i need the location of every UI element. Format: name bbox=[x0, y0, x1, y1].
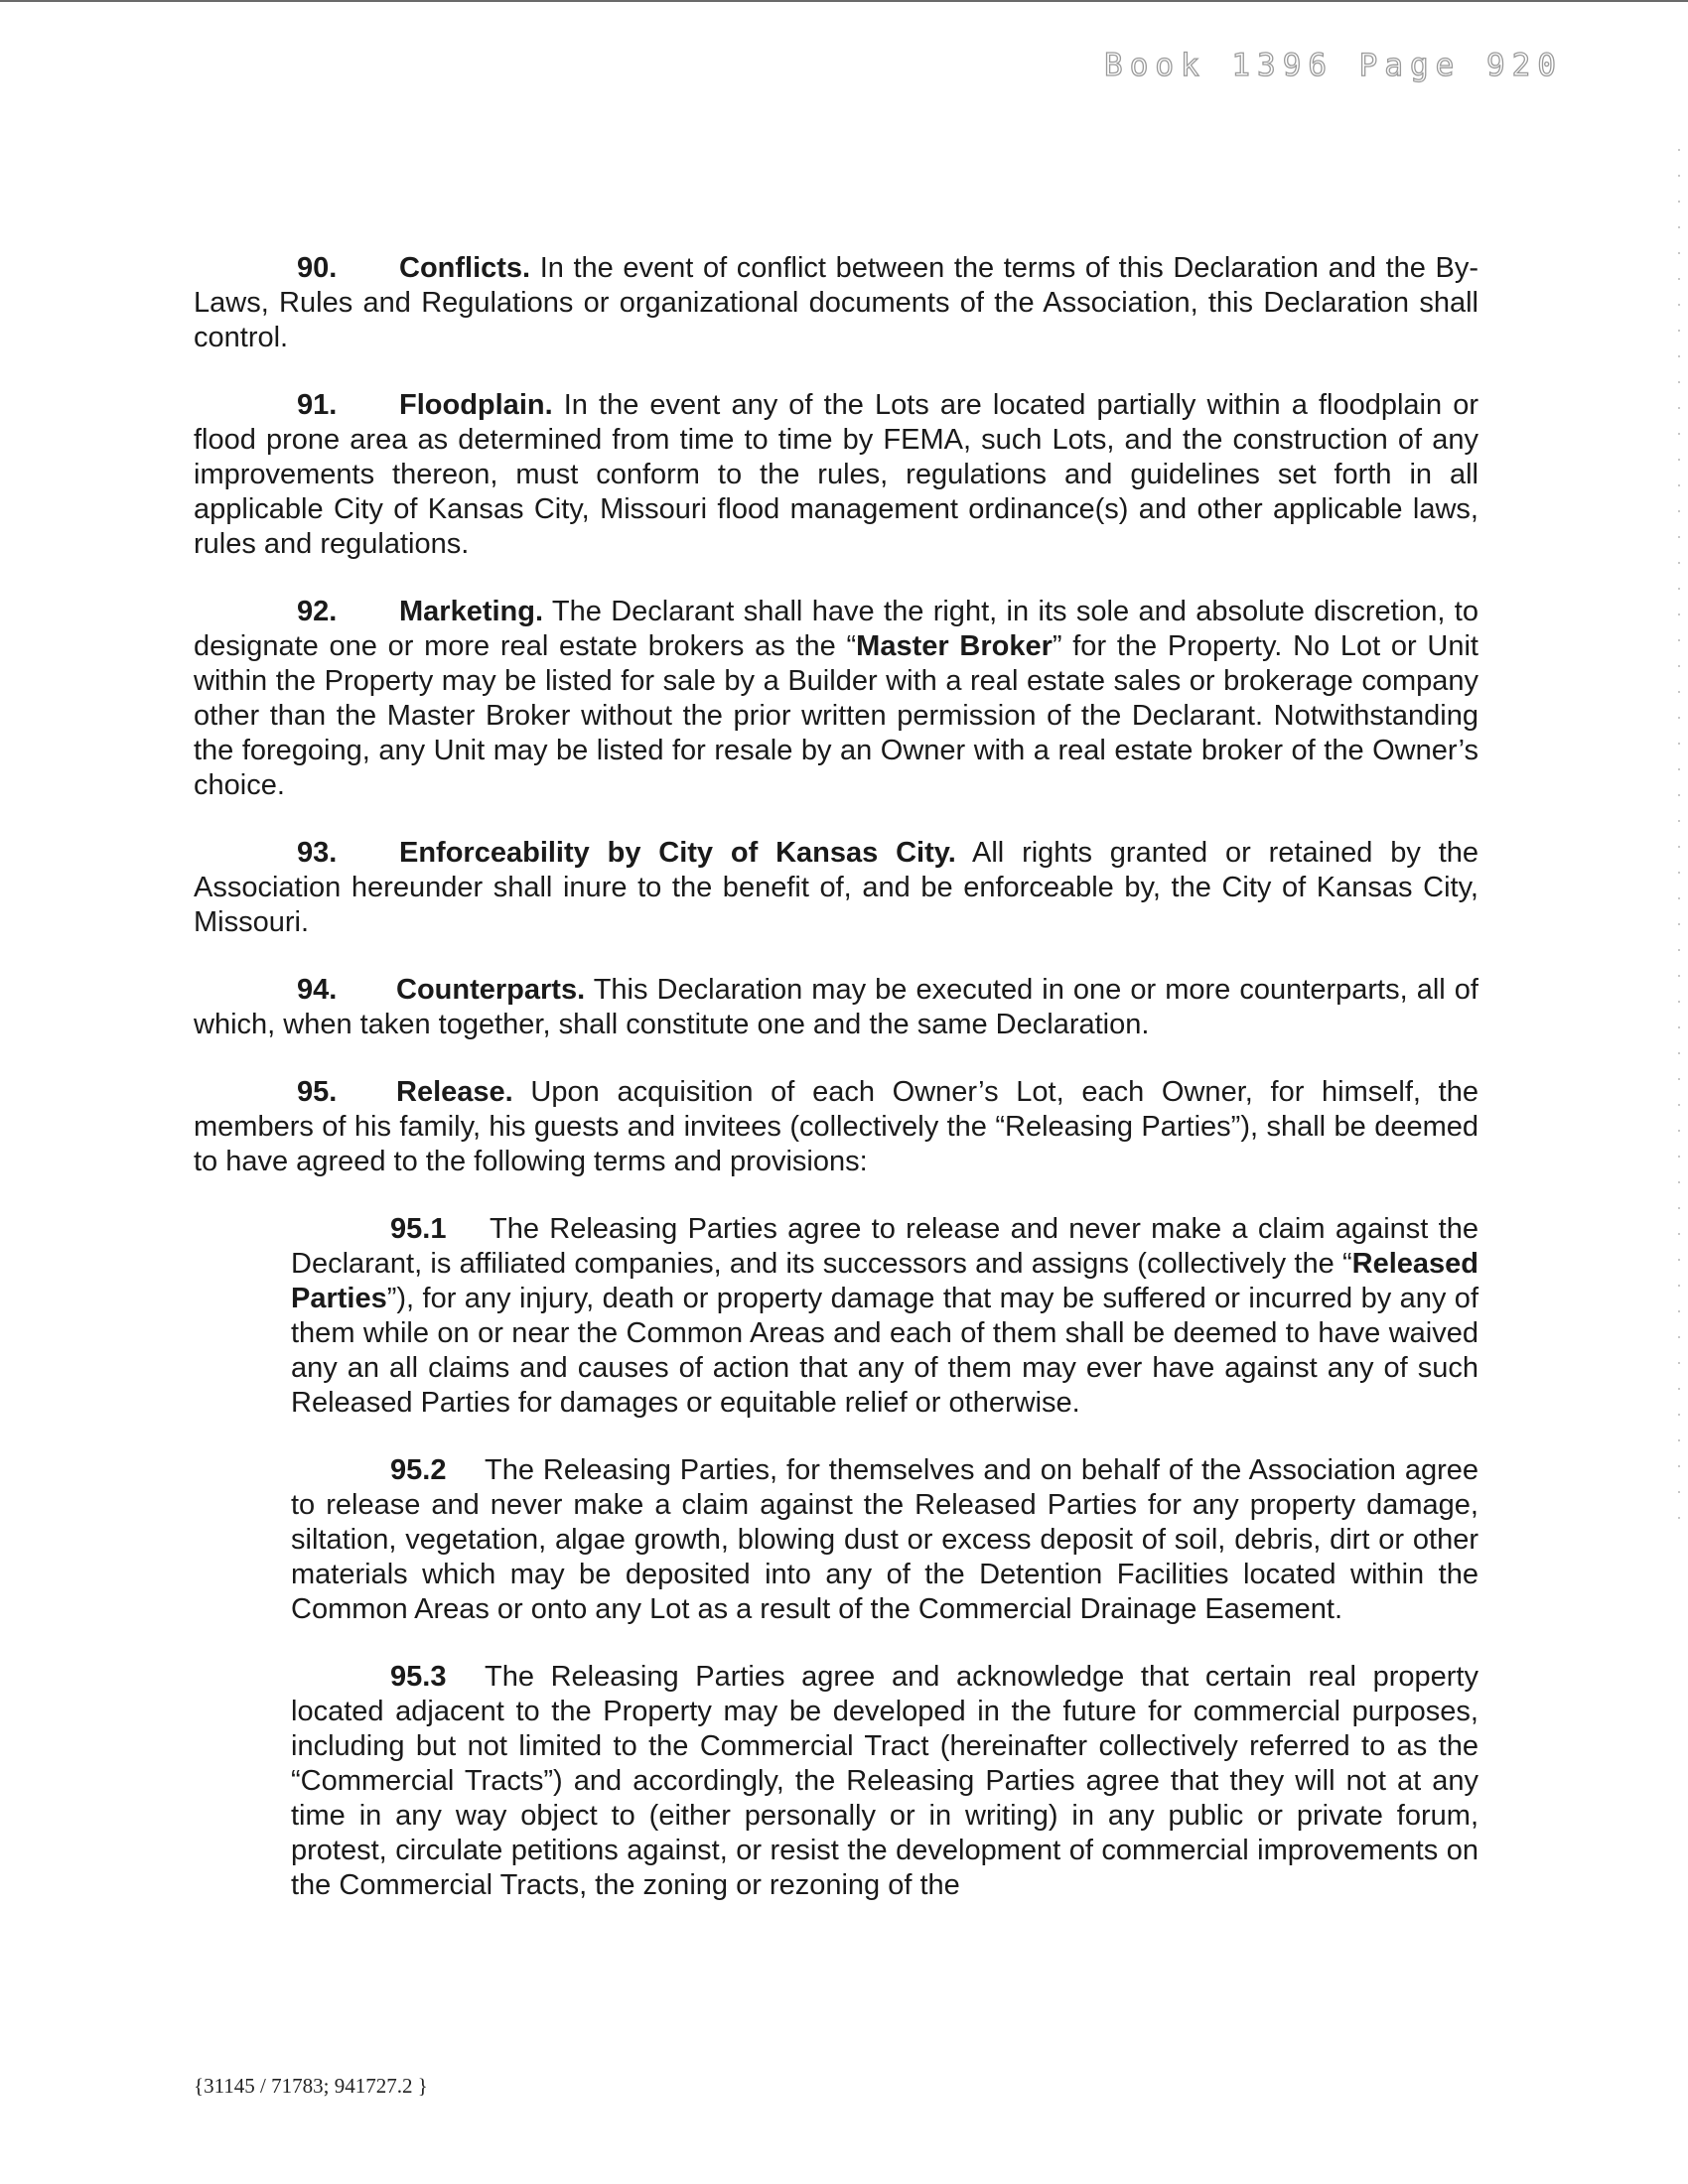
section-title: Enforceability by City of Kansas City. bbox=[399, 837, 956, 869]
section-92 bbox=[194, 595, 1478, 803]
subsection-95-2 bbox=[291, 1453, 1478, 1627]
subsection-text: The Releasing Parties agree and acknowledge that certain real property located adjacent to the Property may be developed in the future for commercial purposes, including but not limited to the Commercial Tract (hereinafter collectively referred to as the “Commercial Tracts”) and accordingly, the Releasing Parties agree that they will not at any time in any way object to (either personally or in writing) in any public or private forum, protest, circulate petitions against, or resist the development of commercial improvements on the Commercial Tracts, the zoning or rezoning of the bbox=[291, 1661, 1478, 1901]
section-text: The Declarant shall have the right, in its sole and absolute discretion, to designate one or more real estate brokers as the “ bbox=[194, 596, 1478, 662]
section-number: 93. bbox=[297, 837, 338, 869]
subsection-95-1 bbox=[291, 1212, 1478, 1421]
section-text: In the event any of the Lots are located partially within a floodplain or flood prone area as determined from time to time by FEMA, such Lots, and the construction of any improvements thereon, must conform to the rules, regulations and guidelines set forth in all applicable City of Kansas City, Missouri flood management ordinance(s) and other applicable laws, rules and regulations. bbox=[194, 389, 1478, 560]
section-number: 94. bbox=[297, 974, 338, 1006]
section-text: Upon acquisition of each Owner’s Lot, each Owner, for himself, the members of his family, his guests and invitees (collectively the “Releasing Parties”), shall be deemed to have agreed to the following terms and provisions: bbox=[194, 1076, 1478, 1177]
section-text-cont: ” for the Property. No Lot or Unit within the Property may be listed for sale by a Builder with a real estate sales or brokerage company other than the Master Broker without the prior written permission of the Declarant. Notwithstanding the foregoing, any Unit may be listed for resale by an Owner with a real estate broker of the Owner’s choice. bbox=[194, 630, 1478, 801]
section-text: This Declaration may be executed in one or more counterparts, all of which, when taken together, shall constitute one and the same Declaration. bbox=[194, 974, 1478, 1040]
section-94 bbox=[194, 973, 1478, 1042]
section-text: All rights granted or retained by the Association hereunder shall inure to the benefit of, and be enforceable by, the City of Kansas City, Missouri. bbox=[194, 837, 1479, 938]
scan-edge-artifact bbox=[1678, 149, 1680, 1539]
scan-top-edge bbox=[0, 0, 1688, 2]
subsection-text-cont: ”), for any injury, death or property damage that may be suffered or incurred by any of them while on or near the Common Areas and each of them shall be deemed to have waived any an all claims and causes of action that any of them may ever have against any of such Released Parties for damages or equitable relief or otherwise. bbox=[291, 1283, 1478, 1419]
book-page-stamp: Book 1396 Page 920 bbox=[1104, 48, 1563, 83]
document-id-footer: {31145 / 71783; 941727.2 } bbox=[194, 2074, 428, 2098]
section-title: Floodplain. bbox=[399, 389, 553, 421]
section-title: Conflicts. bbox=[399, 252, 531, 284]
section-text: In the event of conflict between the terms of this Declaration and the By-Laws, Rules and Regulations or organizational documents of the Association, this Declaration shall control. bbox=[194, 252, 1478, 353]
section-number: 90. bbox=[297, 252, 338, 284]
subsection-text: The Releasing Parties, for themselves and on behalf of the Association agree to release and never make a claim against the Released Parties for any property damage, siltation, vegetation, algae growth, blowing dust or excess deposit of soil, debris, dirt or other materials which may be deposited into any of the Detention Facilities located within the Common Areas or onto any Lot as a result of the Commercial Drainage Easement. bbox=[291, 1454, 1478, 1625]
defined-term: Released Parties bbox=[291, 1248, 1478, 1314]
defined-term: Master Broker bbox=[856, 630, 1053, 662]
subsection-number: 95.2 bbox=[390, 1454, 447, 1486]
section-number: 95. bbox=[297, 1076, 338, 1108]
subsection-number: 95.1 bbox=[390, 1213, 447, 1245]
section-91 bbox=[194, 388, 1478, 562]
section-title: Counterparts. bbox=[396, 974, 586, 1006]
subsection-text: The Releasing Parties agree to release and never make a claim against the Declarant, is affiliated companies, and its successors and assigns (collectively the “ bbox=[291, 1213, 1478, 1280]
section-title: Release. bbox=[396, 1076, 513, 1108]
section-93 bbox=[194, 836, 1478, 940]
section-title: Marketing. bbox=[399, 596, 544, 627]
document-body bbox=[194, 251, 1478, 1936]
section-95 bbox=[194, 1075, 1478, 1179]
subsection-95-3 bbox=[291, 1660, 1478, 1903]
section-number: 92. bbox=[297, 596, 338, 627]
section-number: 91. bbox=[297, 389, 338, 421]
subsection-number: 95.3 bbox=[390, 1661, 447, 1693]
section-90 bbox=[194, 251, 1478, 355]
